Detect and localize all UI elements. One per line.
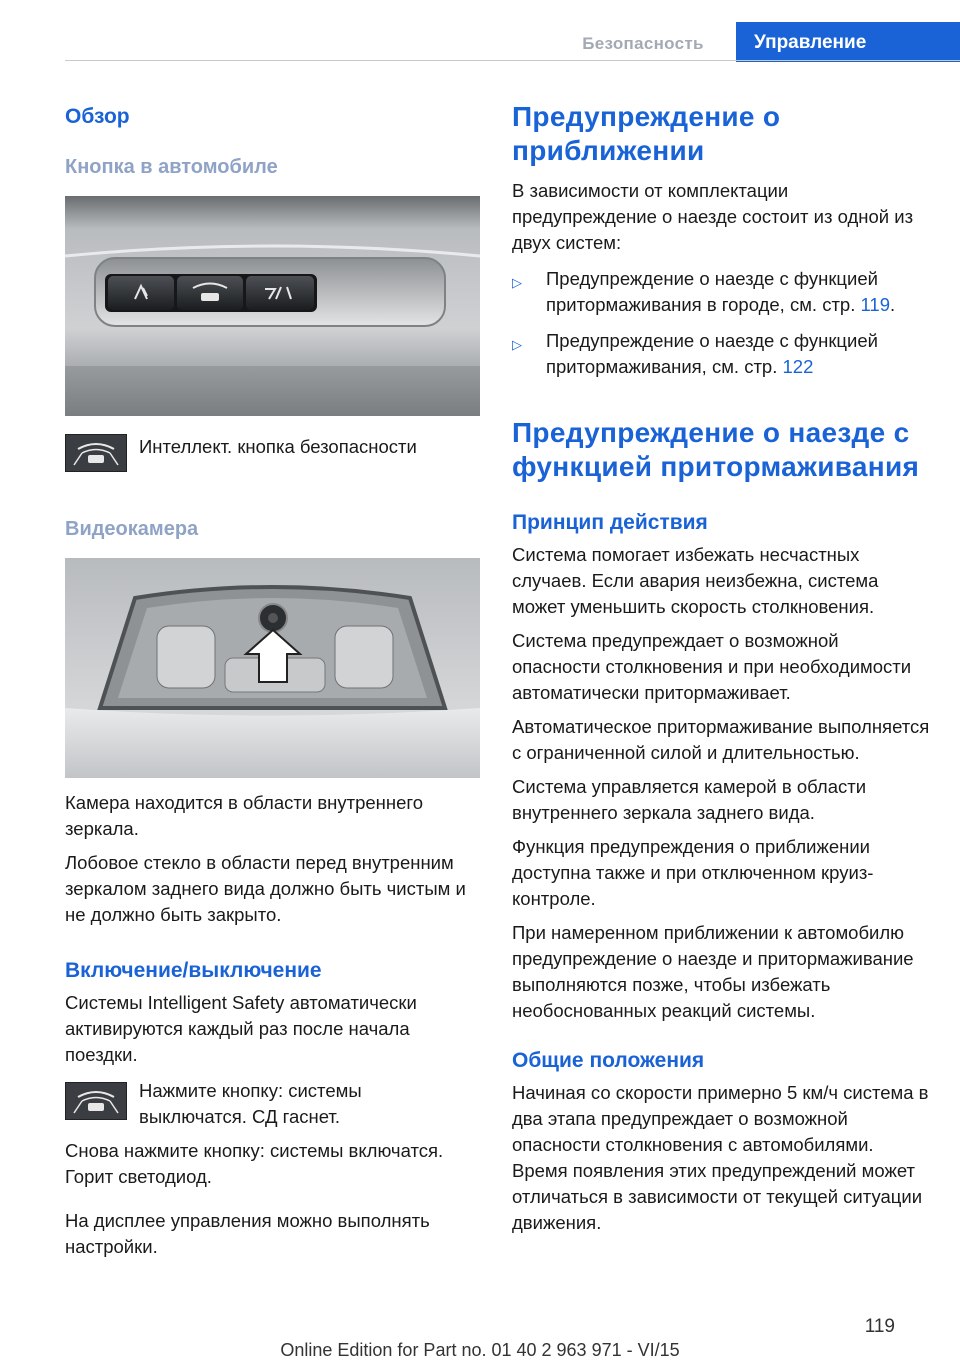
heading-collision-warning: Предупреждение о наезде с функцией притормаживания [512,417,920,482]
principle-text-4: Система управляется камерой в области внутреннего зеркала заднего вида. [512,776,867,823]
heading-general: Общие положения [512,1049,705,1072]
bullet-triangle-icon: ▷ [512,275,522,290]
button-panel-illustration [65,196,480,416]
page-link-122[interactable]: 122 [782,356,814,377]
safety-button-icon-2 [65,1082,127,1120]
page-number: 119 [864,1316,895,1337]
header-chapter-tab: Управление [736,22,960,62]
onoff-press-again-text: Снова нажмите кнопку: системы включатся. Горит светодиод. [65,1140,444,1187]
camera-windshield-text: Лобовое стекло в области перед внутренним зеркалом заднего вида должно быть чистым и не должно быть закрыто. [65,852,466,925]
heading-button-in-car: Кнопка в автомобиле [65,156,278,178]
bullet-triangle-icon: ▷ [512,337,522,352]
edition-line: Online Edition for Part no. 01 40 2 963 971 - VI/15 [280,1340,680,1360]
onoff-settings-text: На дисплее управления можно выполнять настройки. [65,1210,430,1257]
systems-list [512,266,932,380]
safety-button-caption: Интеллект. кнопка безопасности [139,436,417,457]
safety-button-legend [65,434,480,472]
principle-text-3: Автоматическое притормаживание выполняется с ограниченной силой и длительностью. [512,716,930,763]
camera-image [65,558,480,778]
principle-text-5: Функция предупреждения о приближении доступна также и при отключенном круиз-контроле. [512,836,874,909]
principle-text-6: При намеренном приближении к автомобилю предупреждение о наезде и притормаживание выполняются позже, чтобы избежать необоснованных реакций системы. [512,922,914,1021]
heading-approach-warning: Предупреждение о приближении [512,101,781,166]
safety-button-icon [65,434,127,472]
onoff-button-legend [65,1078,480,1130]
heading-on-off: Включение/выключение [65,959,322,982]
onoff-auto-text: Системы Intelligent Safety автоматически активируются каждый раз после начала поездки. [65,992,417,1065]
heading-principle: Принцип действия [512,511,708,534]
heading-overview: Обзор [65,105,130,128]
list-item: ▷ Предупреждение о наезде с функцией притормаживания, см. стр. 122 [512,330,878,377]
principle-text-1: Система помогает избежать несчастных случаев. Если авария неизбежна, система может уменьшить скорость столкновения. [512,544,879,617]
header-divider [65,60,960,61]
button-panel-image [65,196,480,416]
camera-illustration [65,558,480,778]
list-item: ▷ Предупреждение о наезде с функцией притормаживания в городе, см. стр. 119. [512,268,896,315]
left-column [65,100,480,1260]
heading-camera: Видеокамера [65,518,199,540]
right-column [512,100,932,1236]
warning-intro-text: В зависимости от комплектации предупреждение о наезде состоит из одной из двух систем: [512,180,914,253]
page-link-119[interactable]: 119 [860,294,890,315]
general-text: Начиная со скорости примерно 5 км/ч система в два этапа предупреждает о возможной опасности столкновения с автомобилями. Время появления этих предупреждений может отличаться в зависимости от текущей ситуации движения. [512,1082,929,1233]
header-section: Безопасность [582,34,704,53]
principle-text-2: Система предупреждает о возможной опасности столкновения и при необходимости автоматически притормаживает. [512,630,912,703]
page-footer [0,1316,960,1362]
camera-location-text: Камера находится в области внутреннего зеркала. [65,792,424,839]
onoff-press-text: Нажмите кнопку: системы выключатся. СД гаснет. [139,1080,362,1127]
